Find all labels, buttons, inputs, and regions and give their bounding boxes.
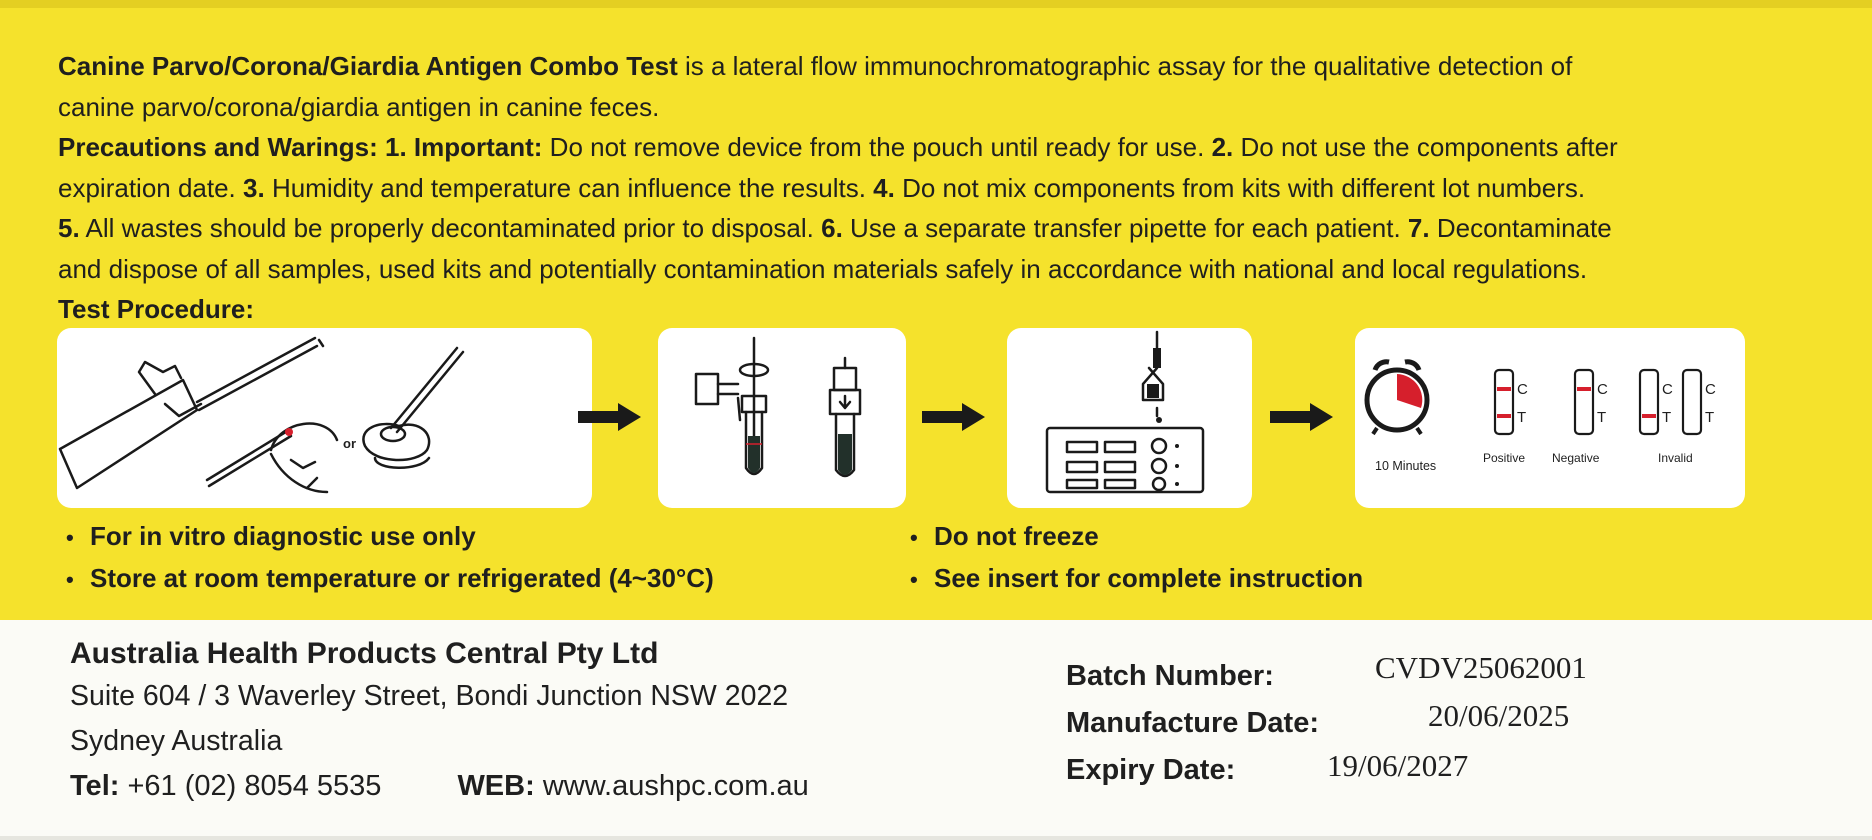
precautions-line-3: 5. All wastes should be properly decontaminated prior to disposal. 6. Use a separate transfer pipette for each patient. 7. Decontaminate [58,213,1612,243]
step-1-sample-collection [57,328,592,508]
or-text: or [343,436,356,451]
dilution-tube-icon [658,328,906,508]
tel-label: Tel: [70,770,120,802]
intro-line-1: Canine Parvo/Corona/Giardia Antigen Combo Test is a lateral flow immunochromatographic assay for the qualitative detection of [58,51,1573,81]
bullet-list-left [66,516,714,600]
intro-line-2: canine parvo/corona/giardia antigen in canine feces. [58,91,660,122]
arrow-right-icon [578,402,642,432]
address-line-2: Sydney Australia [70,725,283,757]
bullet-item: • Do not freeze [910,521,1099,551]
ten-minutes-label: 10 Minutes [1375,459,1437,473]
negative-label: Negative [1552,451,1600,465]
c-label: C [1705,381,1716,398]
t-label: T [1662,409,1672,426]
arrow-right-icon [922,402,986,432]
address-line-1: Suite 604 / 3 Waverley Street, Bondi Junction NSW 2022 [70,680,789,712]
c-label: C [1662,381,1673,398]
bottom-edge [0,836,1872,840]
bullet-item: • See insert for complete instruction [910,563,1364,593]
c-label: C [1597,381,1608,398]
manufacture-date-value: 20/06/2025 [1428,698,1570,733]
precautions-line-2: expiration date. 3. Humidity and temperature can influence the results. 4. Do not mix components from kits with different lot numbers. [58,172,1586,203]
company-name: Australia Health Products Central Pty Ltd [70,637,659,670]
test-cassette-icon [1007,328,1252,508]
result-strip-icon [1355,328,1745,508]
test-procedure-heading: Test Procedure: [58,294,255,324]
timer-clock-icon [1367,362,1427,434]
contact-line [70,770,809,803]
bullet-list-right [910,516,1363,600]
web-value: www.aushpc.com.au [534,770,809,802]
step-2-dilution-tube [658,328,906,508]
step-4-results [1355,328,1745,508]
expiry-date-label: Expiry Date: [1066,754,1236,786]
invalid-label: Invalid [1658,451,1693,465]
t-label: T [1705,409,1715,426]
precautions-line-1: Precautions and Warings: 1. Important: Do not remove device from the pouch until ready for use. 2. Do not use the components after [58,132,1618,162]
c-label: C [1517,381,1528,398]
sample-collection-icon [57,328,592,508]
tel-value: +61 (02) 8054 5535 [119,770,382,802]
top-edge [0,0,1872,8]
arrow-right-icon [1270,402,1334,432]
t-label: T [1597,409,1607,426]
web-label: WEB: [457,770,535,802]
t-label: T [1517,409,1527,426]
bullet-item: • Store at room temperature or refrigerated (4~30°C) [66,563,714,593]
positive-label: Positive [1483,451,1526,465]
step-3-test-cassette [1007,328,1252,508]
expiry-date-value: 19/06/2027 [1327,748,1469,783]
batch-number-value: CVDV25062001 [1375,650,1587,685]
bullet-item: • For in vitro diagnostic use only [66,521,476,551]
batch-number-label: Batch Number: [1066,660,1274,692]
description-text [58,46,1838,330]
precautions-line-4: and dispose of all samples, used kits and potentially contamination materials safely in accordance with national and local regulations. [58,253,1588,284]
manufacture-date-label: Manufacture Date: [1066,707,1319,739]
